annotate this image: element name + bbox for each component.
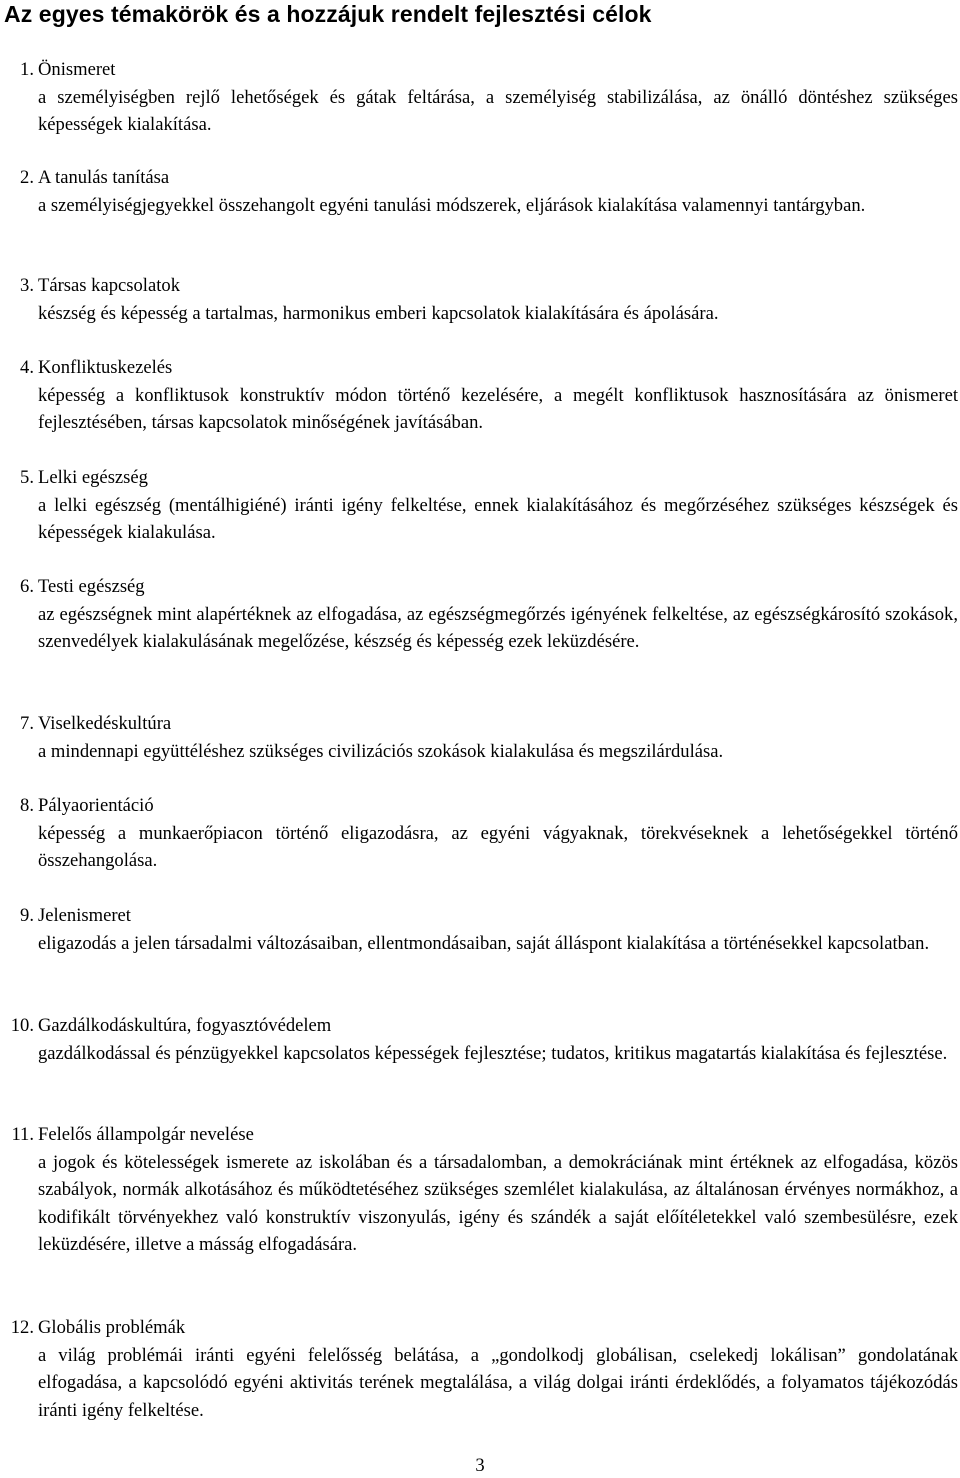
section-title: Gazdálkodáskultúra, fogyasztóvédelem <box>38 1015 332 1036</box>
section-onismeret <box>20 56 958 139</box>
section-title: Önismeret <box>38 59 116 80</box>
section-body: képesség a konfliktusok konstruktív módon történő kezelésére, a megélt konfliktusok hasznosítására az önismeret fejlesztésében, társas kapcsolatok minőségének javításában. <box>38 384 958 433</box>
section-body: a személyiségjegyekkel összehangolt egyéni tanulási módszerek, eljárások kialakítása valamennyi tantárgyban. <box>38 194 866 216</box>
section-heading <box>20 792 958 820</box>
section-title: A tanulás tanítása <box>38 167 170 188</box>
section-heading <box>20 573 958 601</box>
section-heading <box>20 272 958 300</box>
section-palyaorientacio <box>20 792 958 875</box>
section-body: a személyiségben rejlő lehetőségek és gátak feltárása, a személyiség stabilizálása, az önálló döntéshez szükséges képességek kialakítása. <box>38 86 958 135</box>
section-body: gazdálkodással és pénzügyekkel kapcsolatos képességek fejlesztése; tudatos, kritikus magatartás kialakítása és fejlesztése. <box>38 1042 948 1064</box>
section-felelos-allampolgar <box>11 1121 958 1259</box>
section-title: Jelenismeret <box>38 905 131 926</box>
section-body: a jogok és kötelességek ismerete az iskolában és a társadalomban, a demokráciának mint értéknek az elfogadása, közös szabályok, normák alkotásához és működtetéséhez szükséges szemlélet kialakulása, az általánosan érvényes normákhoz, a kodifikált törvényekhez való konstruktív viszonyulás, igény és szándék a saját előítéletekkel való szembesülésre, ezek leküzdésére, illetve a másság elfogadására. <box>38 1151 958 1255</box>
section-heading <box>20 710 958 738</box>
section-globalis-problemak <box>10 1314 958 1424</box>
section-lelki-egeszseg <box>20 464 958 547</box>
section-number: 11. <box>11 1124 34 1145</box>
section-number: 4. <box>20 357 34 378</box>
section-title: Viselkedéskultúra <box>38 713 172 734</box>
section-title: Társas kapcsolatok <box>38 275 180 296</box>
section-number: 10. <box>10 1015 34 1036</box>
section-title: Felelős állampolgár nevelése <box>38 1124 254 1145</box>
section-tanulas-tanitasa <box>20 164 958 219</box>
section-number: 8. <box>20 795 34 816</box>
section-body: az egészségnek mint alapértéknek az elfogadása, az egészségmegőrzés igényének felkeltése, az egészségkárosító szokások, szenvedélyek kialakulásának megelőzése, készség és képesség ezek leküzdésére. <box>38 603 958 652</box>
section-body: a világ problémái iránti egyéni felelősség belátása, a „gondolkodj globálisan, cselekedj lokálisan” gondolatának elfogadása, a kapcsolódó egyéni aktivitás terének megtalálása, a világ dolgai iránti érdeklődés, a folyamatos tájékozódás iránti igény felkeltése. <box>38 1344 958 1421</box>
section-body: a mindennapi együttéléshez szükséges civilizációs szokások kialakulása és megszilárdulása. <box>38 740 724 762</box>
section-heading <box>20 56 958 84</box>
section-tarsas-kapcsolatok <box>20 272 958 327</box>
section-number: 7. <box>20 713 34 734</box>
section-number: 6. <box>20 576 34 597</box>
section-body: készség és képesség a tartalmas, harmonikus emberi kapcsolatok kialakítására és ápolására. <box>38 302 719 324</box>
section-heading <box>20 354 958 382</box>
section-konfliktuskezeles <box>20 354 958 437</box>
page-title: Az egyes témakörök és a hozzájuk rendelt fejlesztési célok <box>4 1 652 27</box>
page-number: 3 <box>475 1455 485 1476</box>
section-title: Pályaorientáció <box>38 795 154 816</box>
section-number: 5. <box>20 467 34 488</box>
section-number: 9. <box>20 905 34 926</box>
section-title: Konfliktuskezelés <box>38 357 173 378</box>
section-body: képesség a munkaerőpiacon történő eligazodásra, az egyéni vágyaknak, törekvéseknek a lehetőségekkel történő összehangolása. <box>38 822 958 871</box>
section-number: 12. <box>10 1317 34 1338</box>
section-viselkedeskultura <box>20 710 958 765</box>
section-heading <box>11 1121 958 1149</box>
section-heading <box>20 164 958 192</box>
section-heading <box>20 902 958 930</box>
section-body: a lelki egészség (mentálhigiéné) iránti igény felkeltése, ennek kialakításához és megőrzéséhez szükséges készségek és képességek kialakulása. <box>38 494 958 543</box>
section-heading <box>20 464 958 492</box>
section-heading <box>10 1012 958 1040</box>
section-testi-egeszseg <box>20 573 958 656</box>
section-title: Lelki egészség <box>38 467 148 488</box>
section-body: eligazodás a jelen társadalmi változásaiban, ellentmondásaiban, saját álláspont kialakítása a történésekkel kapcsolatban. <box>38 932 930 954</box>
section-jelenismeret <box>20 902 958 957</box>
section-heading <box>10 1314 958 1342</box>
section-title: Testi egészség <box>38 576 145 597</box>
section-title: Globális problémák <box>38 1317 186 1338</box>
section-number: 1. <box>20 59 34 80</box>
section-number: 3. <box>20 275 34 296</box>
section-number: 2. <box>20 167 34 188</box>
section-gazdalkodaskultura <box>10 1012 958 1067</box>
